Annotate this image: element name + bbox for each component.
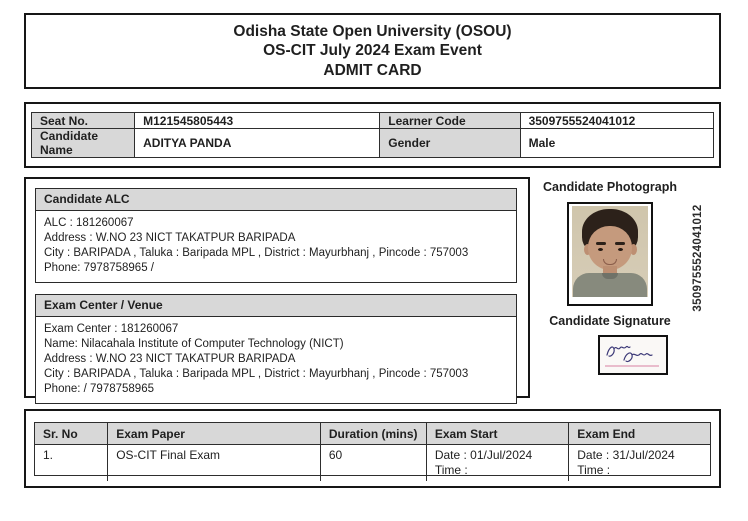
row-exam-paper: OS-CIT Final Exam xyxy=(107,444,320,481)
alc-phone-line: Phone: 7978758965 / xyxy=(44,262,154,274)
vertical-learner-code: 3509755524041012 xyxy=(692,204,704,312)
candidate-info-box xyxy=(24,102,721,168)
candidate-name-value: ADITYA PANDA xyxy=(134,128,379,157)
photo-brow-right xyxy=(615,242,625,245)
alc-city-line: City : BARIPADA , Taluka : Baripada MPL , District : Mayurbhanj , Pincode : 757003 xyxy=(44,247,469,259)
candidate-photograph-label: Candidate Photograph xyxy=(542,180,678,194)
candidate-alc-details xyxy=(36,211,516,282)
exam-center-phone-line: Phone: / 7978758965 xyxy=(44,383,154,395)
photo-eye-right xyxy=(618,248,623,251)
exam-end-date: Date : 31/Jul/2024 xyxy=(577,448,675,462)
exam-start-time: Time : xyxy=(434,463,468,477)
exam-start-date: Date : 01/Jul/2024 xyxy=(434,448,533,462)
seat-no-value: M121545805443 xyxy=(134,113,379,128)
candidate-photo-frame xyxy=(567,202,653,306)
candidate-name-label: Candidate Name xyxy=(32,128,134,157)
exam-center-address-line: Address : W.NO 23 NICT TAKATPUR BARIPADA xyxy=(44,353,296,365)
exam-end-time: Time : xyxy=(577,463,611,477)
university-title: Odisha State Open University (OSOU) xyxy=(233,22,512,40)
photo-eye-left xyxy=(598,248,603,251)
candidate-info-table xyxy=(31,112,714,158)
candidate-photo xyxy=(572,206,648,297)
alc-address-line: Address : W.NO 23 NICT TAKATPUR BARIPADA xyxy=(44,232,296,244)
row-duration: 60 xyxy=(320,444,426,481)
alc-code-line: ALC : 181260067 xyxy=(44,217,134,229)
row-sr-no: 1. xyxy=(35,444,107,481)
signature-image xyxy=(601,338,665,372)
gender-label: Gender xyxy=(379,128,519,157)
exam-center-details xyxy=(36,317,516,403)
center-details-box xyxy=(24,177,530,398)
col-header-exam-end: Exam End xyxy=(568,423,710,444)
photo-brow-left xyxy=(596,242,606,245)
learner-code-label: Learner Code xyxy=(379,113,519,128)
exam-schedule-box xyxy=(24,409,721,488)
col-header-sr-no: Sr. No xyxy=(35,423,107,444)
exam-center-title: Exam Center / Venue xyxy=(36,295,516,317)
exam-center-city-line: City : BARIPADA , Taluka : Baripada MPL , District : Mayurbhanj , Pincode : 757003 xyxy=(44,368,469,380)
col-header-duration: Duration (mins) xyxy=(320,423,426,444)
candidate-signature-frame xyxy=(598,335,668,375)
candidate-alc-section xyxy=(35,188,517,283)
candidate-signature-label: Candidate Signature xyxy=(549,314,671,328)
exam-center-code-line: Exam Center : 181260067 xyxy=(44,323,179,335)
exam-schedule-table xyxy=(34,422,711,476)
seat-no-label: Seat No. xyxy=(32,113,134,128)
admit-card-title: ADMIT CARD xyxy=(323,61,422,79)
row-exam-start xyxy=(426,444,568,481)
exam-center-name-line: Name: Nilacahala Institute of Computer Technology (NICT) xyxy=(44,338,344,350)
gender-value: Male xyxy=(520,128,713,157)
exam-center-section xyxy=(35,294,517,404)
row-exam-end xyxy=(568,444,710,481)
col-header-exam-start: Exam Start xyxy=(426,423,568,444)
header-box xyxy=(24,13,721,89)
col-header-exam-paper: Exam Paper xyxy=(107,423,320,444)
candidate-alc-title: Candidate ALC xyxy=(36,189,516,211)
learner-code-value: 3509755524041012 xyxy=(520,113,713,128)
exam-event-title: OS-CIT July 2024 Exam Event xyxy=(263,42,482,60)
